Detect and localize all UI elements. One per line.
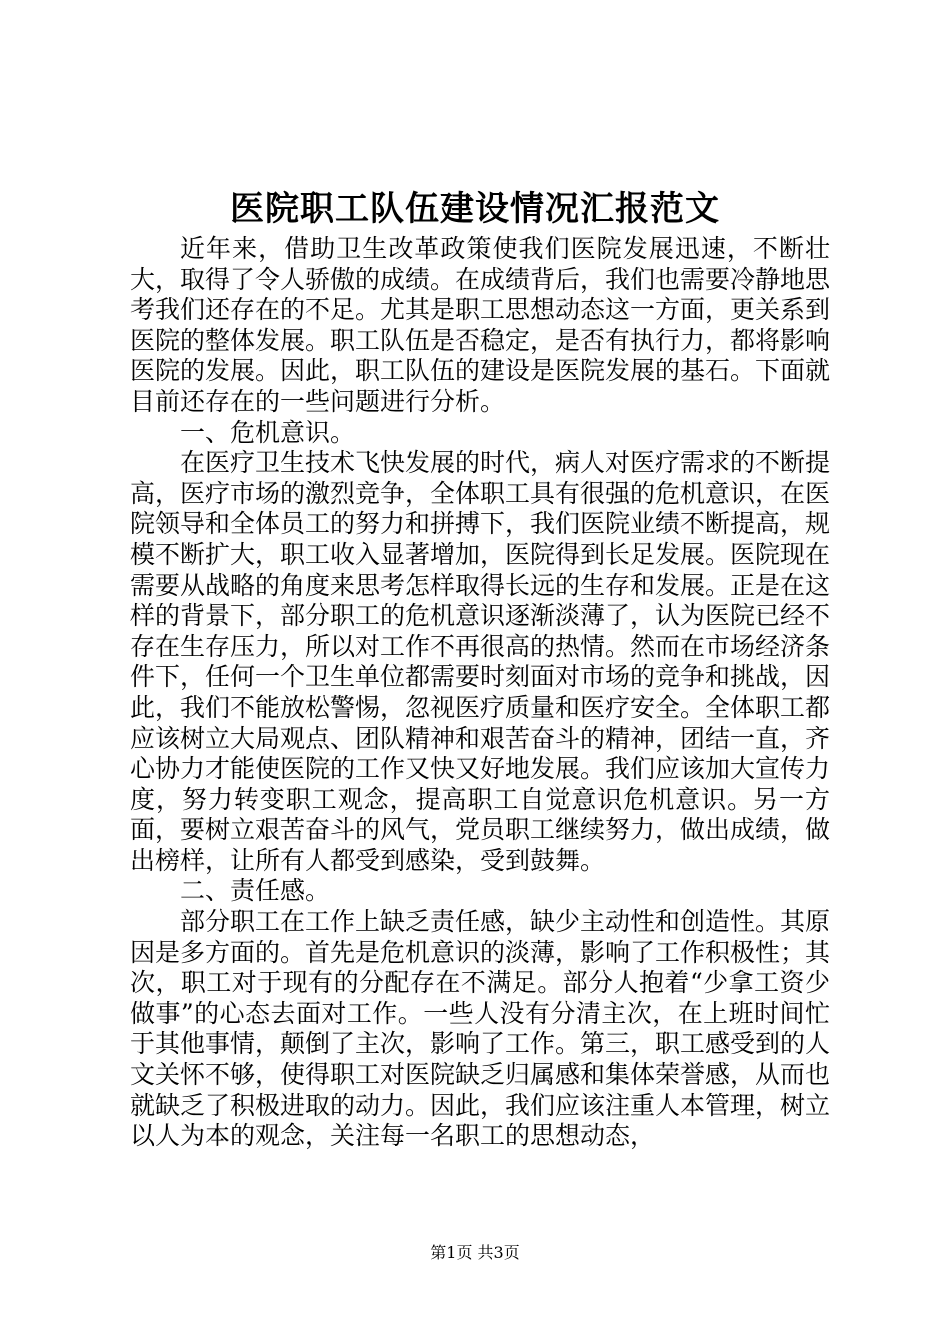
section-heading-crisis-awareness: 一、危机意识。 (180, 417, 356, 447)
section-heading-responsibility: 二、责任感。 (180, 876, 331, 906)
document-body (130, 234, 830, 1152)
paragraph-responsibility: 部分职工在工作上缺乏责任感，缺少主动性和创造性。其原因是多方面的。首先是危机意识的淡薄，影响了工作积极性；其次，职工对于现有的分配存在不满足。部分人抱着“少拿工资少做事”的心态去面对工作。一些人没有分清主次，在上班时间忙于其他事情，颠倒了主次，影响了工作。第三，职工感受到的人文关怀不够，使得职工对医院缺乏归属感和集体荣誉感，从而也就缺乏了积极进取的动力。因此，我们应该注重人本管理，树立以人为本的观念，关注每一名职工的思想动态， (130, 907, 831, 1151)
page-footer: 第1页 共3页 (430, 1243, 520, 1262)
paragraph-intro: 近年来，借助卫生改革政策使我们医院发展迅速，不断壮大，取得了令人骄傲的成绩。在成绩背后，我们也需要冷静地思考我们还存在的不足。尤其是职工思想动态这一方面，更关系到医院的整体发展。职工队伍是否稳定，是否有执行力，都将影响医院的发展。因此，职工队伍的建设是医院发展的基石。下面就目前还存在的一些问题进行分析。 (130, 234, 831, 416)
document-title: 医院职工队伍建设情况汇报范文 (230, 189, 720, 229)
paragraph-crisis-awareness: 在医疗卫生技术飞快发展的时代，病人对医疗需求的不断提高，医疗市场的激烈竞争，全体职工具有很强的危机意识，在医院领导和全体员工的努力和拼搏下，我们医院业绩不断提高，规模不断扩大，职工收入显著增加，医院得到长足发展。医院现在需要从战略的角度来思考怎样取得长远的生存和发展。正是在这样的背景下，部分职工的危机意识逐渐淡薄了，认为医院已经不存在生存压力，所以对工作不再很高的热情。然而在市场经济条件下，任何一个卫生单位都需要时刻面对市场的竞争和挑战，因此，我们不能放松警惕，忽视医疗质量和医疗安全。全体职工都应该树立大局观点、团队精神和艰苦奋斗的精神，团结一直，齐心协力才能使医院的工作又快又好地发展。我们应该加大宣传力度，努力转变职工观念，提高职工自觉意识危机意识。另一方面，要树立艰苦奋斗的风气，党员职工继续努力，做出成绩，做出榜样，让所有人都受到感染，受到鼓舞。 (130, 448, 831, 875)
